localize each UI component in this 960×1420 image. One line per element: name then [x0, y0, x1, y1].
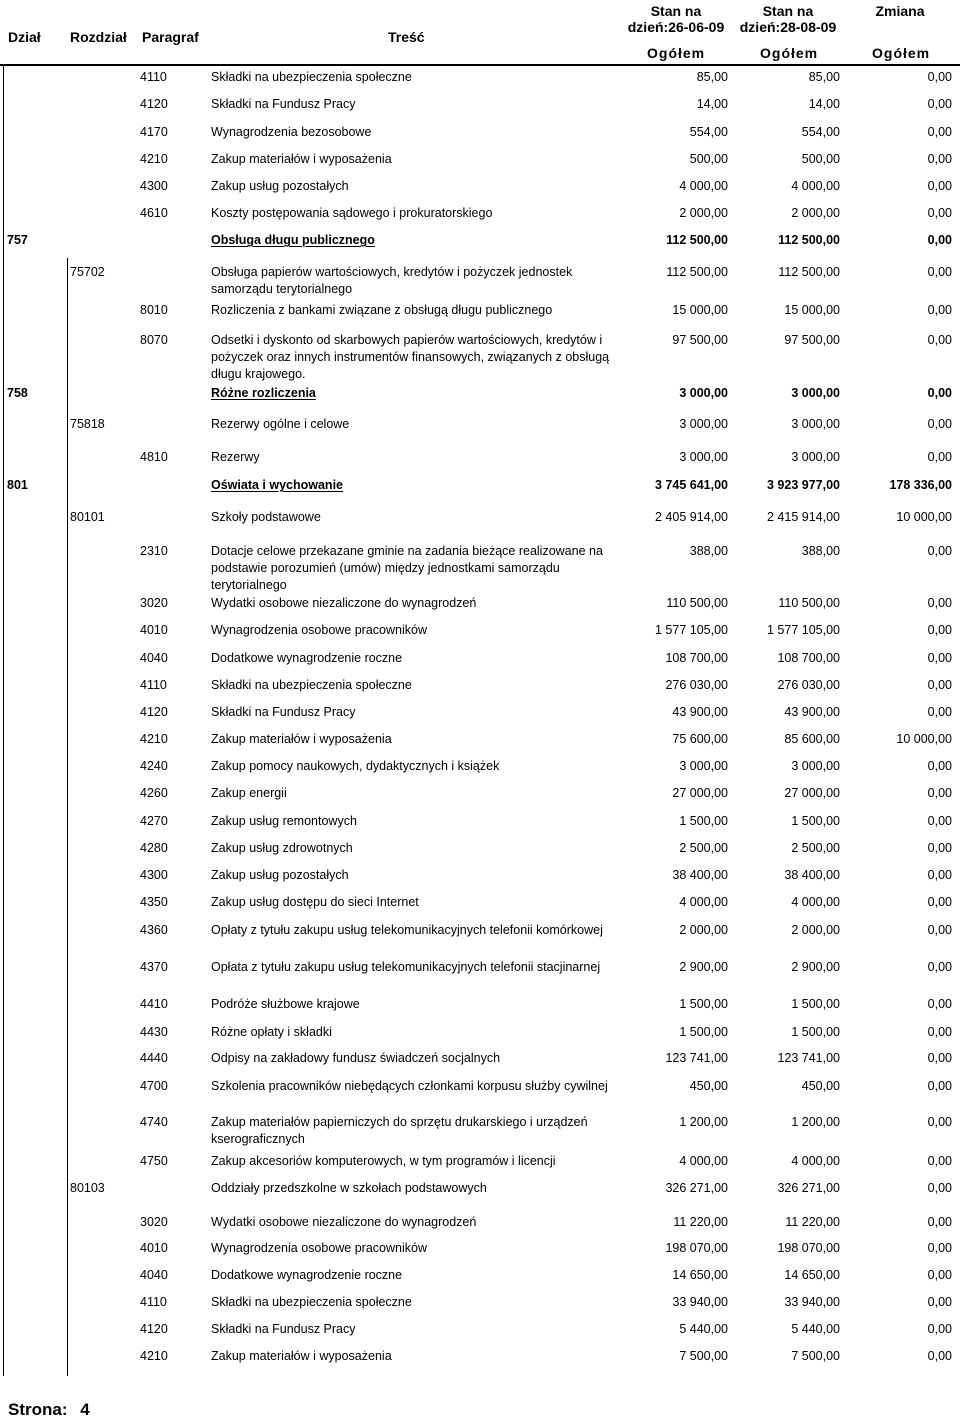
- col-stan-2: 198 070,00: [777, 1241, 840, 1255]
- col-stan-1: 43 900,00: [672, 705, 728, 719]
- table-row: [0, 867, 960, 894]
- col-zmiana: 0,00: [927, 1215, 952, 1229]
- col-paragraf: 4300: [140, 868, 168, 882]
- col-stan-2: 1 500,00: [791, 814, 840, 828]
- table-row: [0, 731, 960, 758]
- col-zmiana: 0,00: [927, 386, 952, 400]
- col-stan-2: 3 000,00: [791, 417, 840, 431]
- col-tresc: Zakup usług dostępu do sieci Internet: [211, 895, 419, 909]
- table-row: [0, 302, 960, 329]
- table-row: [0, 477, 960, 504]
- header-zmiana: Zmiana: [875, 3, 925, 19]
- col-stan-1: 27 000,00: [672, 786, 728, 800]
- col-tresc: Składki na ubezpieczenia społeczne: [211, 70, 412, 84]
- col-rozdzial: 80103: [70, 1181, 105, 1195]
- col-tresc: Różne rozliczenia: [211, 386, 316, 400]
- col-paragraf: 4270: [140, 814, 168, 828]
- col-stan-2: 554,00: [801, 125, 840, 139]
- col-zmiana: 0,00: [927, 623, 952, 637]
- col-zmiana: 0,00: [927, 1322, 952, 1336]
- table-row: [0, 1024, 960, 1051]
- table-row: [0, 1050, 960, 1077]
- col-stan-1: 1 577 105,00: [655, 623, 728, 637]
- col-tresc: Szkolenia pracowników niebędących członkami korpusu służby cywilnej: [211, 1079, 608, 1093]
- col-tresc: Wynagrodzenia osobowe pracowników: [211, 1241, 427, 1255]
- col-stan-1: 2 405 914,00: [655, 510, 728, 524]
- col-tresc: Podróże służbowe krajowe: [211, 997, 360, 1011]
- col-paragraf: 4360: [140, 923, 168, 937]
- col-tresc: Wynagrodzenia osobowe pracowników: [211, 623, 427, 637]
- table-row: [0, 96, 960, 123]
- col-stan-1: 2 900,00: [679, 960, 728, 974]
- table-row: [0, 1153, 960, 1180]
- col-stan-2: 1 500,00: [791, 997, 840, 1011]
- col-stan-2: 5 440,00: [791, 1322, 840, 1336]
- header-divider: [0, 64, 960, 66]
- col-paragraf: 3020: [140, 596, 168, 610]
- table-row: [0, 677, 960, 704]
- col-dzial: 801: [7, 478, 28, 492]
- col-stan-2: 4 000,00: [791, 895, 840, 909]
- table-row: [0, 232, 960, 259]
- col-stan-2: 85,00: [808, 70, 840, 84]
- col-tresc: Obsługa długu publicznego: [211, 233, 375, 247]
- col-zmiana: 0,00: [927, 206, 952, 220]
- col-tresc: Zakup usług remontowych: [211, 814, 357, 828]
- col-stan-2: 3 000,00: [791, 386, 840, 400]
- col-stan-2: 2 415 914,00: [767, 510, 840, 524]
- col-stan-1: 500,00: [689, 152, 728, 166]
- col-stan-1: 11 220,00: [673, 1215, 728, 1229]
- col-zmiana: 10 000,00: [896, 510, 952, 524]
- col-zmiana: 0,00: [927, 125, 952, 139]
- col-stan-2: 1 200,00: [791, 1115, 840, 1129]
- col-stan-2: 14 650,00: [784, 1268, 840, 1282]
- col-stan-1: 97 500,00: [672, 333, 728, 347]
- page-label: Strona:: [8, 1400, 68, 1419]
- col-tresc: Zakup usług zdrowotnych: [211, 841, 353, 855]
- col-tresc: Dodatkowe wynagrodzenie roczne: [211, 651, 403, 665]
- col-paragraf: 4210: [140, 1349, 168, 1363]
- col-zmiana: 0,00: [927, 759, 952, 773]
- col-paragraf: 4300: [140, 179, 168, 193]
- col-zmiana: 0,00: [927, 152, 952, 166]
- col-stan-2: 38 400,00: [784, 868, 840, 882]
- col-rozdzial: 75702: [70, 265, 105, 279]
- col-zmiana: 178 336,00: [889, 478, 952, 492]
- col-stan-1: 3 000,00: [679, 759, 728, 773]
- col-stan-1: 2 000,00: [679, 206, 728, 220]
- col-paragraf: 4410: [140, 997, 168, 1011]
- col-stan-2: 112 500,00: [778, 233, 840, 247]
- table-header: [0, 0, 960, 64]
- table-row: [0, 416, 960, 443]
- col-paragraf: 4750: [140, 1154, 168, 1168]
- table-row: [0, 1321, 960, 1348]
- col-stan-2: 3 923 977,00: [767, 478, 840, 492]
- col-tresc: Składki na ubezpieczenia społeczne: [211, 1295, 412, 1309]
- col-zmiana: 0,00: [927, 303, 952, 317]
- col-stan-1: 1 500,00: [679, 997, 728, 1011]
- col-tresc: Szkoły podstawowe: [211, 510, 321, 524]
- col-paragraf: 4610: [140, 206, 168, 220]
- header-rozdzial: Rozdział: [70, 29, 127, 45]
- col-stan-2: 97 500,00: [784, 333, 840, 347]
- table-row: [0, 650, 960, 677]
- header-ogolem-1: Ogółem: [647, 45, 706, 61]
- col-tresc: Opłata z tytułu zakupu usług telekomunikacyjnych telefonii stacjinarnej: [211, 960, 601, 974]
- col-tresc: Wydatki osobowe niezaliczone do wynagrodzeń: [211, 596, 477, 610]
- col-paragraf: 4110: [140, 678, 167, 692]
- table-row: [0, 840, 960, 867]
- col-zmiana: 0,00: [927, 923, 952, 937]
- col-paragraf: 4430: [140, 1025, 168, 1039]
- page-footer: [8, 1400, 98, 1420]
- col-stan-1: 1 500,00: [679, 1025, 728, 1039]
- col-paragraf: 4110: [140, 70, 167, 84]
- col-stan-2: 27 000,00: [784, 786, 840, 800]
- col-zmiana: 0,00: [927, 678, 952, 692]
- col-stan-1: 112 500,00: [666, 265, 728, 279]
- col-tresc: Oświata i wychowanie: [211, 478, 343, 492]
- col-stan-2: 326 271,00: [777, 1181, 840, 1195]
- col-stan-1: 326 271,00: [665, 1181, 728, 1195]
- col-paragraf: 4010: [140, 1241, 168, 1255]
- col-paragraf: 4120: [140, 1322, 168, 1336]
- col-paragraf: 4040: [140, 651, 168, 665]
- col-zmiana: 0,00: [927, 596, 952, 610]
- col-zmiana: 0,00: [927, 1181, 952, 1195]
- table-row: [0, 385, 960, 412]
- col-stan-2: 1 577 105,00: [767, 623, 840, 637]
- col-stan-1: 3 000,00: [679, 386, 728, 400]
- col-stan-1: 4 000,00: [679, 895, 728, 909]
- col-zmiana: 0,00: [927, 333, 952, 347]
- col-stan-2: 7 500,00: [791, 1349, 840, 1363]
- col-zmiana: 10 000,00: [896, 732, 952, 746]
- col-tresc: Zakup usług pozostałych: [211, 179, 349, 193]
- col-zmiana: 0,00: [927, 179, 952, 193]
- col-stan-1: 110 500,00: [666, 596, 728, 610]
- col-tresc: Oddziały przedszkolne w szkołach podstawowych: [211, 1181, 487, 1195]
- col-stan-1: 108 700,00: [665, 651, 728, 665]
- col-stan-2: 14,00: [808, 97, 840, 111]
- col-zmiana: 0,00: [927, 651, 952, 665]
- col-stan-2: 276 030,00: [777, 678, 840, 692]
- col-tresc: Odpisy na zakładowy fundusz świadczeń socjalnych: [211, 1051, 501, 1065]
- col-zmiana: 0,00: [927, 960, 952, 974]
- col-dzial: 757: [7, 233, 28, 247]
- col-tresc: Zakup materiałów i wyposażenia: [211, 1349, 392, 1363]
- col-tresc: Zakup materiałów i wyposażenia: [211, 732, 392, 746]
- col-stan-2: 108 700,00: [777, 651, 840, 665]
- col-paragraf: 3020: [140, 1215, 168, 1229]
- header-ogolem-3: Ogółem: [872, 45, 931, 61]
- col-zmiana: 0,00: [927, 1241, 952, 1255]
- col-paragraf: 4120: [140, 705, 168, 719]
- table-row: [0, 543, 960, 592]
- col-zmiana: 0,00: [927, 868, 952, 882]
- table-row: [0, 509, 960, 536]
- header-stan2-line2: dzień:28-08-09: [739, 19, 837, 35]
- col-stan-2: 85 600,00: [784, 732, 840, 746]
- col-stan-1: 2 500,00: [679, 841, 728, 855]
- col-paragraf: 4240: [140, 759, 168, 773]
- col-stan-1: 75 600,00: [672, 732, 728, 746]
- col-paragraf: 4280: [140, 841, 168, 855]
- col-paragraf: 4440: [140, 1051, 168, 1065]
- col-stan-1: 276 030,00: [665, 678, 728, 692]
- col-zmiana: 0,00: [927, 544, 952, 558]
- col-stan-2: 11 220,00: [785, 1215, 840, 1229]
- col-stan-1: 1 500,00: [679, 814, 728, 828]
- col-zmiana: 0,00: [927, 450, 952, 464]
- header-stan1-line2: dzień:26-06-09: [627, 19, 725, 35]
- table-row: [0, 178, 960, 205]
- col-paragraf: 8010: [140, 303, 168, 317]
- col-stan-2: 112 500,00: [778, 265, 840, 279]
- col-stan-1: 1 200,00: [679, 1115, 728, 1129]
- col-tresc: Rezerwy ogólne i celowe: [211, 417, 350, 431]
- col-tresc: Zakup materiałów papierniczych do sprzętu drukarskiego i urządzeń kserograficznych: [211, 1115, 588, 1146]
- table-row: [0, 1114, 960, 1146]
- col-stan-1: 4 000,00: [679, 179, 728, 193]
- page-number: 4: [80, 1400, 90, 1419]
- table-row: [0, 69, 960, 96]
- col-paragraf: 4810: [140, 450, 168, 464]
- col-stan-1: 554,00: [689, 125, 728, 139]
- col-stan-2: 43 900,00: [784, 705, 840, 719]
- col-stan-1: 5 440,00: [679, 1322, 728, 1336]
- col-tresc: Rozliczenia z bankami związane z obsługą długu publicznego: [211, 303, 553, 317]
- col-stan-2: 2 500,00: [791, 841, 840, 855]
- table-row: [0, 1240, 960, 1267]
- col-tresc: Składki na Fundusz Pracy: [211, 1322, 356, 1336]
- col-tresc: Wydatki osobowe niezaliczone do wynagrodzeń: [211, 1215, 477, 1229]
- col-tresc: Zakup pomocy naukowych, dydaktycznych i książek: [211, 759, 500, 773]
- col-stan-1: 388,00: [689, 544, 728, 558]
- col-paragraf: 4120: [140, 97, 168, 111]
- table-row: [0, 1348, 960, 1375]
- col-zmiana: 0,00: [927, 1349, 952, 1363]
- col-stan-2: 15 000,00: [784, 303, 840, 317]
- col-paragraf: 4740: [140, 1115, 168, 1129]
- table-row: [0, 205, 960, 232]
- col-zmiana: 0,00: [927, 895, 952, 909]
- col-rozdzial: 80101: [70, 510, 105, 524]
- col-zmiana: 0,00: [927, 265, 952, 279]
- col-stan-2: 33 940,00: [784, 1295, 840, 1309]
- table-row: [0, 622, 960, 649]
- col-tresc: Różne opłaty i składki: [211, 1025, 332, 1039]
- col-stan-2: 2 000,00: [791, 923, 840, 937]
- col-paragraf: 4010: [140, 623, 168, 637]
- header-dzial: Dział: [8, 29, 41, 45]
- col-zmiana: 0,00: [927, 1154, 952, 1168]
- col-stan-2: 4 000,00: [791, 1154, 840, 1168]
- header-paragraf: Paragraf: [142, 29, 199, 45]
- table-row: [0, 785, 960, 812]
- table-row: [0, 264, 960, 296]
- col-paragraf: 4170: [140, 125, 168, 139]
- col-paragraf: 8070: [140, 333, 168, 347]
- table-row: [0, 996, 960, 1023]
- col-zmiana: 0,00: [927, 786, 952, 800]
- table-row: [0, 449, 960, 476]
- col-tresc: Zakup materiałów i wyposażenia: [211, 152, 392, 166]
- col-tresc: Rezerwy: [211, 450, 260, 464]
- col-paragraf: 4110: [140, 1295, 167, 1309]
- col-stan-2: 123 741,00: [777, 1051, 840, 1065]
- col-stan-1: 112 500,00: [666, 233, 728, 247]
- col-tresc: Obsługa papierów wartościowych, kredytów i pożyczek jednostek samorządu terytorialnego: [211, 265, 573, 296]
- col-tresc: Zakup akcesoriów komputerowych, w tym programów i licencji: [211, 1154, 556, 1168]
- col-stan-1: 4 000,00: [679, 1154, 728, 1168]
- header-tresc: Treść: [388, 29, 425, 45]
- table-row: [0, 332, 960, 381]
- table-row: [0, 1294, 960, 1321]
- col-stan-1: 14,00: [696, 97, 728, 111]
- col-stan-1: 450,00: [689, 1079, 728, 1093]
- table-row: [0, 124, 960, 151]
- header-stan2-line1: Stan na: [762, 3, 814, 19]
- table-row: [0, 922, 960, 949]
- col-zmiana: 0,00: [927, 841, 952, 855]
- col-stan-2: 388,00: [801, 544, 840, 558]
- col-stan-1: 85,00: [696, 70, 728, 84]
- col-stan-2: 3 000,00: [791, 450, 840, 464]
- col-stan-1: 3 000,00: [679, 417, 728, 431]
- col-tresc: Odsetki i dyskonto od skarbowych papierów wartościowych, kredytów i pożyczek oraz innych instrumentów finansowych, związanych z obsługą długu krajowego.: [211, 333, 610, 381]
- col-tresc: Wynagrodzenia bezosobowe: [211, 125, 372, 139]
- col-stan-2: 500,00: [801, 152, 840, 166]
- col-stan-1: 198 070,00: [665, 1241, 728, 1255]
- col-stan-1: 33 940,00: [672, 1295, 728, 1309]
- col-paragraf: 4370: [140, 960, 168, 974]
- col-stan-1: 7 500,00: [679, 1349, 728, 1363]
- table-row: [0, 704, 960, 731]
- col-zmiana: 0,00: [927, 705, 952, 719]
- col-tresc: Składki na ubezpieczenia społeczne: [211, 678, 412, 692]
- col-stan-1: 38 400,00: [672, 868, 728, 882]
- col-tresc: Zakup usług pozostałych: [211, 868, 349, 882]
- col-zmiana: 0,00: [927, 1115, 952, 1129]
- col-zmiana: 0,00: [927, 1268, 952, 1282]
- col-stan-1: 123 741,00: [665, 1051, 728, 1065]
- col-tresc: Koszty postępowania sądowego i prokuratorskiego: [211, 206, 493, 220]
- col-stan-1: 3 000,00: [679, 450, 728, 464]
- col-zmiana: 0,00: [927, 233, 952, 247]
- col-stan-2: 110 500,00: [778, 596, 840, 610]
- col-stan-2: 2 000,00: [791, 206, 840, 220]
- col-tresc: Dodatkowe wynagrodzenie roczne: [211, 1268, 403, 1282]
- col-stan-1: 3 745 641,00: [655, 478, 728, 492]
- col-zmiana: 0,00: [927, 1295, 952, 1309]
- col-tresc: Dotacje celowe przekazane gminie na zadania bieżące realizowane na podstawie porozumień (umów) między jednostkami samorządu terytorialnego: [211, 544, 603, 592]
- table-row: [0, 151, 960, 178]
- col-zmiana: 0,00: [927, 1025, 952, 1039]
- table-row: [0, 1267, 960, 1294]
- col-zmiana: 0,00: [927, 997, 952, 1011]
- header-stan1-line1: Stan na: [650, 3, 702, 19]
- col-stan-2: 4 000,00: [791, 179, 840, 193]
- col-stan-1: 14 650,00: [672, 1268, 728, 1282]
- table-row: [0, 813, 960, 840]
- col-zmiana: 0,00: [927, 417, 952, 431]
- col-stan-2: 3 000,00: [791, 759, 840, 773]
- col-dzial: 758: [7, 386, 28, 400]
- col-zmiana: 0,00: [927, 814, 952, 828]
- col-tresc: Składki na Fundusz Pracy: [211, 705, 356, 719]
- col-stan-2: 1 500,00: [791, 1025, 840, 1039]
- table-row: [0, 1078, 960, 1105]
- table-row: [0, 1180, 960, 1207]
- table-row: [0, 595, 960, 622]
- table-row: [0, 758, 960, 785]
- header-ogolem-2: Ogółem: [760, 45, 819, 61]
- col-stan-2: 450,00: [801, 1079, 840, 1093]
- col-paragraf: 4700: [140, 1079, 168, 1093]
- table-row: [0, 959, 960, 986]
- col-tresc: Składki na Fundusz Pracy: [211, 97, 356, 111]
- col-paragraf: 4260: [140, 786, 168, 800]
- col-paragraf: 4040: [140, 1268, 168, 1282]
- col-rozdzial: 75818: [70, 417, 105, 431]
- col-stan-1: 2 000,00: [679, 923, 728, 937]
- col-tresc: Opłaty z tytułu zakupu usług telekomunikacyjnych telefonii komórkowej: [211, 923, 603, 937]
- table-row: [0, 894, 960, 921]
- col-stan-2: 2 900,00: [791, 960, 840, 974]
- col-paragraf: 2310: [140, 544, 168, 558]
- col-paragraf: 4350: [140, 895, 168, 909]
- col-zmiana: 0,00: [927, 97, 952, 111]
- col-paragraf: 4210: [140, 152, 168, 166]
- col-paragraf: 4210: [140, 732, 168, 746]
- table-row: [0, 1214, 960, 1241]
- col-zmiana: 0,00: [927, 70, 952, 84]
- col-stan-1: 15 000,00: [672, 303, 728, 317]
- col-zmiana: 0,00: [927, 1051, 952, 1065]
- col-zmiana: 0,00: [927, 1079, 952, 1093]
- col-tresc: Zakup energii: [211, 786, 287, 800]
